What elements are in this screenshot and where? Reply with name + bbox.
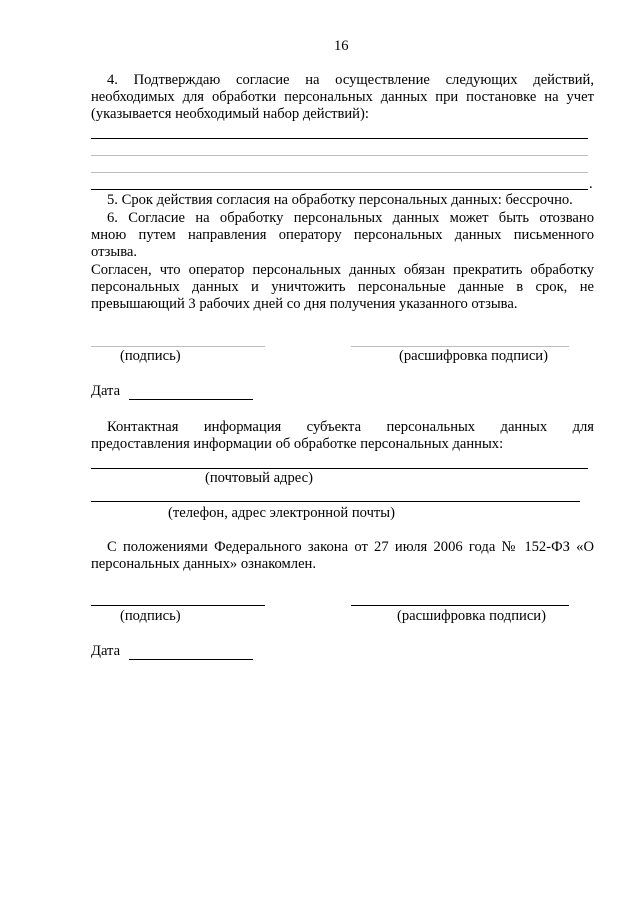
- item6-line1: 6. Согласие на обработку персональных данных может быть отозвано: [107, 210, 594, 226]
- contact-line2: предоставления информации об обработке персональных данных:: [91, 436, 504, 452]
- date-label-1: Дата: [91, 383, 121, 399]
- item4-line2: необходимых для обработки персональных данных при постановке на учет: [91, 89, 594, 105]
- item4-line1: 4. Подтверждаю согласие на осуществление следующих действий,: [107, 72, 594, 88]
- phone-email-line[interactable]: [91, 501, 580, 502]
- signature-caption-2: (подпись): [120, 608, 181, 624]
- decoding-caption-2: (расшифровка подписи): [397, 608, 546, 624]
- item4-line3: (указывается необходимый набор действий):: [91, 106, 369, 122]
- actions-blank-line-2[interactable]: [91, 155, 588, 156]
- actions-blank-line-4[interactable]: [91, 189, 588, 190]
- signature-line-1[interactable]: [91, 346, 265, 347]
- item6-line2: мною путем направления оператору персональных данных письменного: [91, 227, 594, 243]
- postal-address-line[interactable]: [91, 468, 588, 469]
- phone-email-caption: (телефон, адрес электронной почты): [168, 505, 395, 521]
- law-ack-line2: персональных данных» ознакомлен.: [91, 556, 317, 572]
- law-ack-line1: С положениями Федерального закона от 27 июля 2006 года № 152-ФЗ «О: [107, 539, 594, 555]
- agreement-line3: превышающий 3 рабочих дней со дня получения указанного отзыва.: [91, 296, 518, 312]
- page-number: 16: [334, 38, 349, 54]
- actions-end-period: .: [589, 176, 593, 192]
- agreement-line2: персональных данных и уничтожить персональные данные в срок, не: [91, 279, 594, 295]
- signature-line-2[interactable]: [91, 605, 265, 606]
- decoding-line-2[interactable]: [351, 605, 569, 606]
- actions-blank-line-1[interactable]: [91, 138, 588, 139]
- decoding-caption-1: (расшифровка подписи): [399, 348, 548, 364]
- decoding-line-1[interactable]: [351, 346, 569, 347]
- date-label-2: Дата: [91, 643, 121, 659]
- postal-address-caption: (почтовый адрес): [205, 470, 313, 486]
- date-line-2[interactable]: [129, 659, 253, 660]
- item6-line3: отзыва.: [91, 244, 138, 260]
- item5-text: 5. Срок действия согласия на обработку персональных данных: бессрочно.: [107, 192, 573, 208]
- actions-blank-line-3[interactable]: [91, 172, 588, 173]
- signature-caption-1: (подпись): [120, 348, 181, 364]
- contact-line1: Контактная информация субъекта персональных данных для: [107, 419, 594, 435]
- date-line-1[interactable]: [129, 399, 253, 400]
- agreement-line1: Согласен, что оператор персональных данных обязан прекратить обработку: [91, 262, 594, 278]
